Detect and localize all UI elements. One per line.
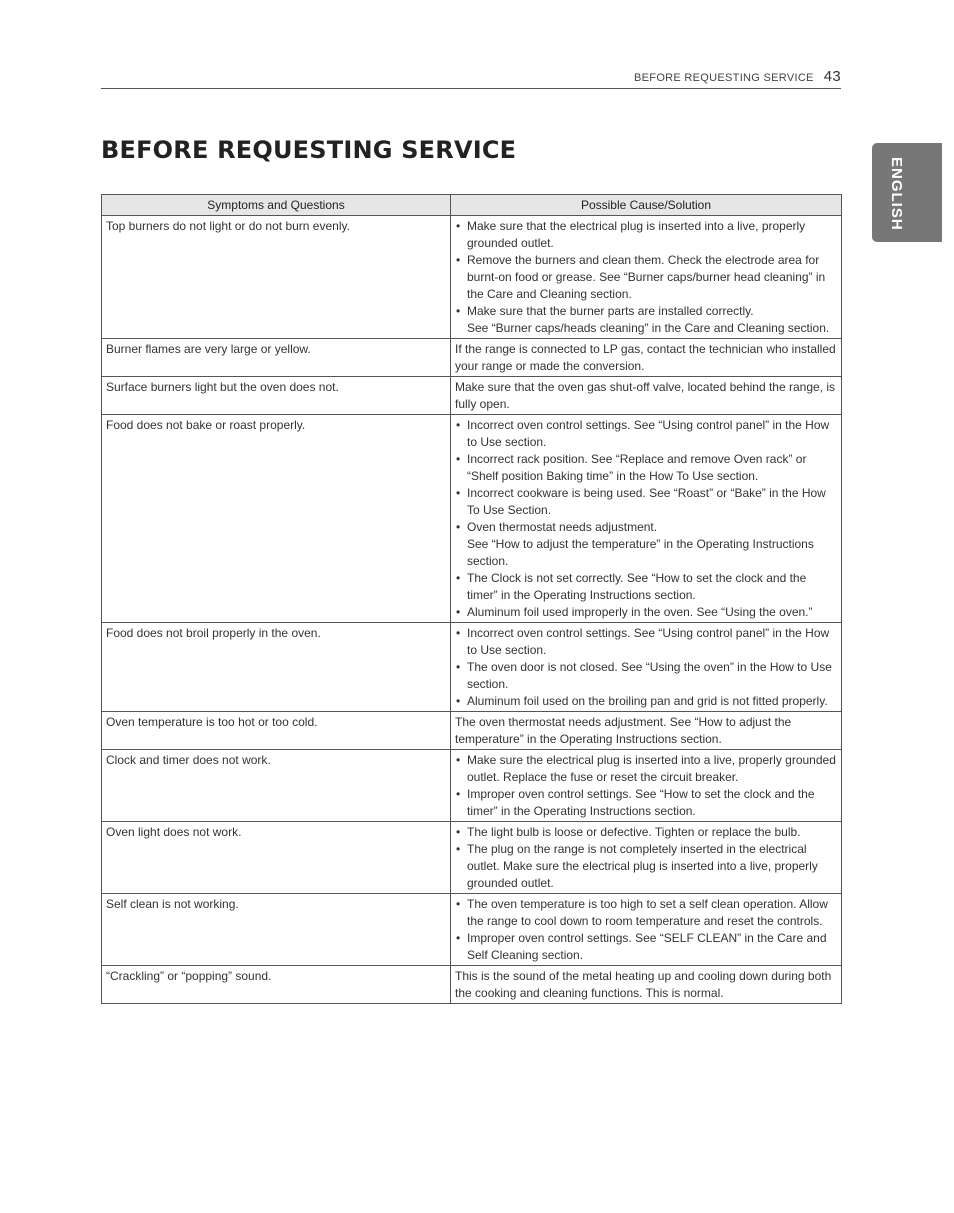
solution-cell: Make sure that the oven gas shut-off valve, located behind the range, is fully open.	[451, 377, 842, 415]
solution-item: • The plug on the range is not completely inserted in the electrical outlet. Make sure the electrical plug is inserted into a live, properly grounded outlet.	[455, 841, 837, 892]
solution-item: • Improper oven control settings. See “How to set the clock and the timer” in the Operating Instructions section.	[455, 786, 837, 820]
header-section-name: BEFORE REQUESTING SERVICE	[634, 72, 814, 84]
solution-cell	[451, 415, 842, 623]
solution-item: • Incorrect oven control settings. See “Using control panel” in the How to Use section.	[455, 417, 837, 451]
symptom-cell: Surface burners light but the oven does not.	[102, 377, 451, 415]
solution-cell	[451, 216, 842, 339]
table-row	[102, 894, 842, 966]
language-tab	[872, 143, 942, 242]
solution-cell: If the range is connected to LP gas, contact the technician who installed your range or made the conversion.	[451, 339, 842, 377]
column-header-solution: Possible Cause/Solution	[451, 195, 842, 216]
solution-list	[455, 417, 837, 621]
solution-item-continuation: See “How to adjust the temperature” in the Operating Instructions section.	[467, 537, 814, 568]
solution-item: • The Clock is not set correctly. See “How to set the clock and the timer” in the Operating Instructions section.	[455, 570, 837, 604]
symptom-cell: Clock and timer does not work.	[102, 750, 451, 822]
table-row	[102, 377, 842, 415]
solution-list	[455, 625, 837, 710]
symptom-cell: Oven light does not work.	[102, 822, 451, 894]
solution-item-text: • Oven thermostat needs adjustment.	[467, 520, 658, 534]
solution-list	[455, 752, 837, 820]
symptom-cell: “Crackling” or “popping” sound.	[102, 966, 451, 1004]
page-number: 43	[823, 68, 841, 85]
solution-cell	[451, 822, 842, 894]
solution-list	[455, 218, 837, 337]
solution-cell	[451, 750, 842, 822]
symptom-cell: Self clean is not working.	[102, 894, 451, 966]
solution-cell	[451, 894, 842, 966]
solution-item: • Incorrect oven control settings. See “Using control panel” in the How to Use section.	[455, 625, 837, 659]
symptom-cell: Burner flames are very large or yellow.	[102, 339, 451, 377]
solution-item: • Incorrect rack position. See “Replace and remove Oven rack” or “Shelf position Baking time” in the How To Use section.	[455, 451, 837, 485]
column-header-symptoms: Symptoms and Questions	[102, 195, 451, 216]
table-row	[102, 415, 842, 623]
table-row	[102, 822, 842, 894]
solution-item	[455, 303, 837, 337]
solution-item: • Make sure the electrical plug is inserted into a live, properly grounded outlet. Replace the fuse or reset the circuit breaker.	[455, 752, 837, 786]
table-row	[102, 339, 842, 377]
page-title: BEFORE REQUESTING SERVICE	[101, 136, 517, 164]
symptom-cell: Food does not broil properly in the oven.	[102, 623, 451, 712]
table-row	[102, 966, 842, 1004]
symptom-cell: Oven temperature is too hot or too cold.	[102, 712, 451, 750]
solution-item	[455, 519, 837, 570]
language-tab-label: ENGLISH	[888, 157, 905, 231]
table-row	[102, 623, 842, 712]
symptom-cell: Top burners do not light or do not burn evenly.	[102, 216, 451, 339]
solution-item-text: • Make sure that the burner parts are installed correctly.	[467, 304, 754, 318]
solution-item: • Aluminum foil used improperly in the oven. See “Using the oven.”	[455, 604, 837, 621]
running-header	[101, 68, 841, 89]
solution-list	[455, 824, 837, 892]
solution-item: • The oven door is not closed. See “Using the oven” in the How to Use section.	[455, 659, 837, 693]
solution-item: • Remove the burners and clean them. Check the electrode area for burnt-on food or grease. See “Burner caps/burner head cleaning” in the Care and Cleaning section.	[455, 252, 837, 303]
solution-item: • Improper oven control settings. See “SELF CLEAN” in the Care and Self Cleaning section.	[455, 930, 837, 964]
solution-item: • Incorrect cookware is being used. See “Roast” or “Bake” in the How To Use Section.	[455, 485, 837, 519]
solution-item: • Aluminum foil used on the broiling pan and grid is not fitted properly.	[455, 693, 837, 710]
solution-item: • The light bulb is loose or defective. Tighten or replace the bulb.	[455, 824, 837, 841]
table-row	[102, 216, 842, 339]
solution-item-continuation: See “Burner caps/heads cleaning” in the Care and Cleaning section.	[467, 321, 830, 335]
solution-cell: The oven thermostat needs adjustment. See “How to adjust the temperature” in the Operating Instructions section.	[451, 712, 842, 750]
solution-list	[455, 896, 837, 964]
solution-item: • Make sure that the electrical plug is inserted into a live, properly grounded outlet.	[455, 218, 837, 252]
table-row	[102, 712, 842, 750]
solution-cell: This is the sound of the metal heating up and cooling down during both the cooking and cleaning functions. This is normal.	[451, 966, 842, 1004]
troubleshooting-table	[101, 194, 842, 1004]
symptom-cell: Food does not bake or roast properly.	[102, 415, 451, 623]
solution-item: • The oven temperature is too high to set a self clean operation. Allow the range to cool down to room temperature and reset the controls.	[455, 896, 837, 930]
table-row	[102, 750, 842, 822]
solution-cell	[451, 623, 842, 712]
table-header-row	[102, 195, 842, 216]
